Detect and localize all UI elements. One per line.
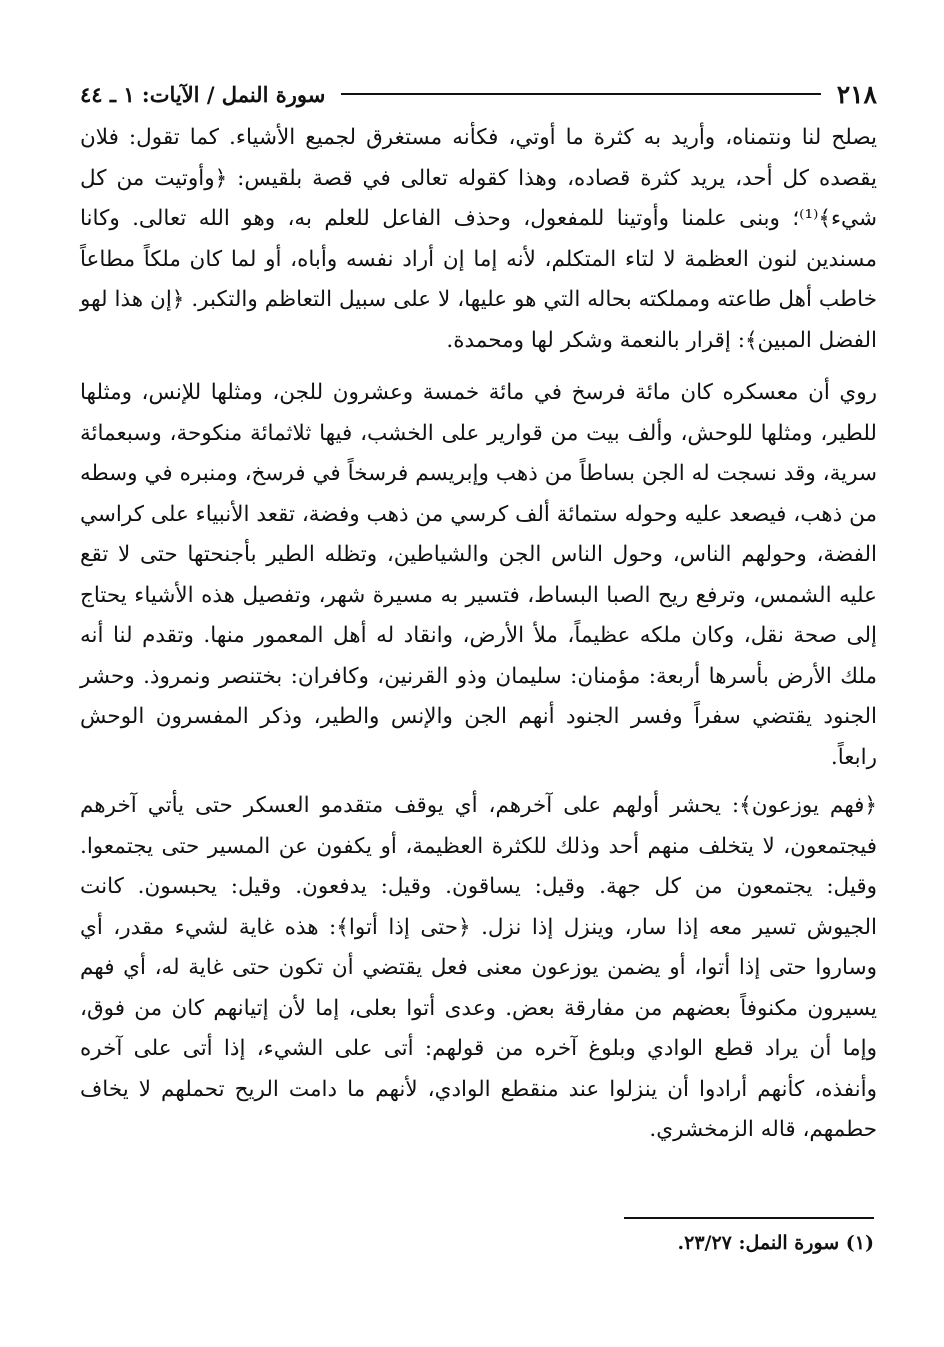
page-header [80, 74, 877, 114]
body-text [80, 118, 877, 1151]
footnote: (١) سورة النمل: ٢٣/٢٧. [677, 1232, 874, 1254]
footnote-rule [624, 1217, 874, 1219]
running-title: سورة النمل / الآيات: ١ ـ ٤٤ [80, 81, 326, 107]
paragraph-3: ﴿فهم يوزعون﴾: يحشر أولهم على آخرهم، أي يوقف متقدمو العسكر حتى يأتي آخرهم فيجتمعون، لا يتخلف منهم أحد وذلك للكثرة العظيمة، أو يكفون عن المسير حتى يجتمعوا. وقيل: يجتمعون من كل جهة. وقيل: يساقون. وقيل: يدفعون. وقيل: يحبسون. كانت الجيوش تسير معه إذا سار، وينزل إذا نزل. ﴿حتى إذا أتوا﴾: هذه غاية لشيء مقدر، أي وساروا حتى إذا أتوا، أو يضمن يوزعون معنى فعل يقتضي أن تكون حتى غاية له، أي فهم يسيرون مكنوفاً بعضهم من مفارقة بعض. وعدى أتوا بعلى، إما لأن إتيانهم كان من فوق، وإما أن يراد قطع الوادي وبلوغ آخره من قولهم: أتى على الشيء، إذا أتى على آخره وأنفذه، كأنهم أرادوا أن ينزلوا عند منقطع الوادي، لأنهم ما دامت الريح تحملهم لا يخاف حطمهم، قاله الزمخشري. [80, 793, 877, 1142]
page [80, 74, 877, 1151]
page-number: ٢١٨ [836, 79, 877, 109]
paragraph-2: روي أن معسكره كان مائة فرسخ في مائة خمسة وعشرون للجن، ومثلها للإنس، ومثلها للطير، ومثلها للوحش، وألف بيت من قوارير على الخشب، فيها ثلاثمائة منكوحة، وسبعمائة سرية، وقد نسجت له الجن بساطاً من ذهب وإبريسم فرسخاً في فرسخ، ومنبره في وسطه من ذهب، فيصعد عليه وحوله ستمائة ألف كرسي من ذهب وفضة، تقعد الأنبياء على كراسي الفضة، وحولهم الناس، وحول الناس الجن والشياطين، وتظله الطير بأجنحتها حتى لا تقع عليه الشمس، وترفع ريح الصبا البساط، فتسير به مسيرة شهر، وتفصيل هذه الأشياء يحتاج إلى صحة نقل، وكان ملكه عظيماً، ملأ الأرض، وانقاد له أهل المعمور منها. وتقدم لنا أنه ملك الأرض بأسرها أربعة: مؤمنان: سليمان وذو القرنين، وكافران: بختنصر ونمروذ. وحشر الجنود يقتضي سفراً وفسر الجنود أنهم الجن والإنس والطير، وذكر المفسرون الوحش رابعاً. [80, 380, 877, 770]
header-rule [341, 93, 820, 95]
paragraph-1: يصلح لنا ونتمناه، وأريد به كثرة ما أوتي، فكأنه مستغرق لجميع الأشياء. كما تقول: فلان يقصده كل أحد، يريد كثرة قصاده، وهذا كقوله تعالى في قصة بلقيس: ﴿وأوتيت من كل شيء﴾⁽¹⁾؛ وبنى علمنا وأوتينا للمفعول، وحذف الفاعل للعلم به، وهو الله تعالى. وكانا مسندين لنون العظمة لا لتاء المتكلم، لأنه إما إن أراد نفسه وأباه، أو لما كان ملكاً مطاعاً خاطب أهل طاعته ومملكته بحاله التي هو عليها، لا على سبيل التعاظم والتكبر. ﴿إن هذا لهو الفضل المبين﴾: إقرار بالنعمة وشكر لها ومحمدة. [80, 125, 877, 353]
